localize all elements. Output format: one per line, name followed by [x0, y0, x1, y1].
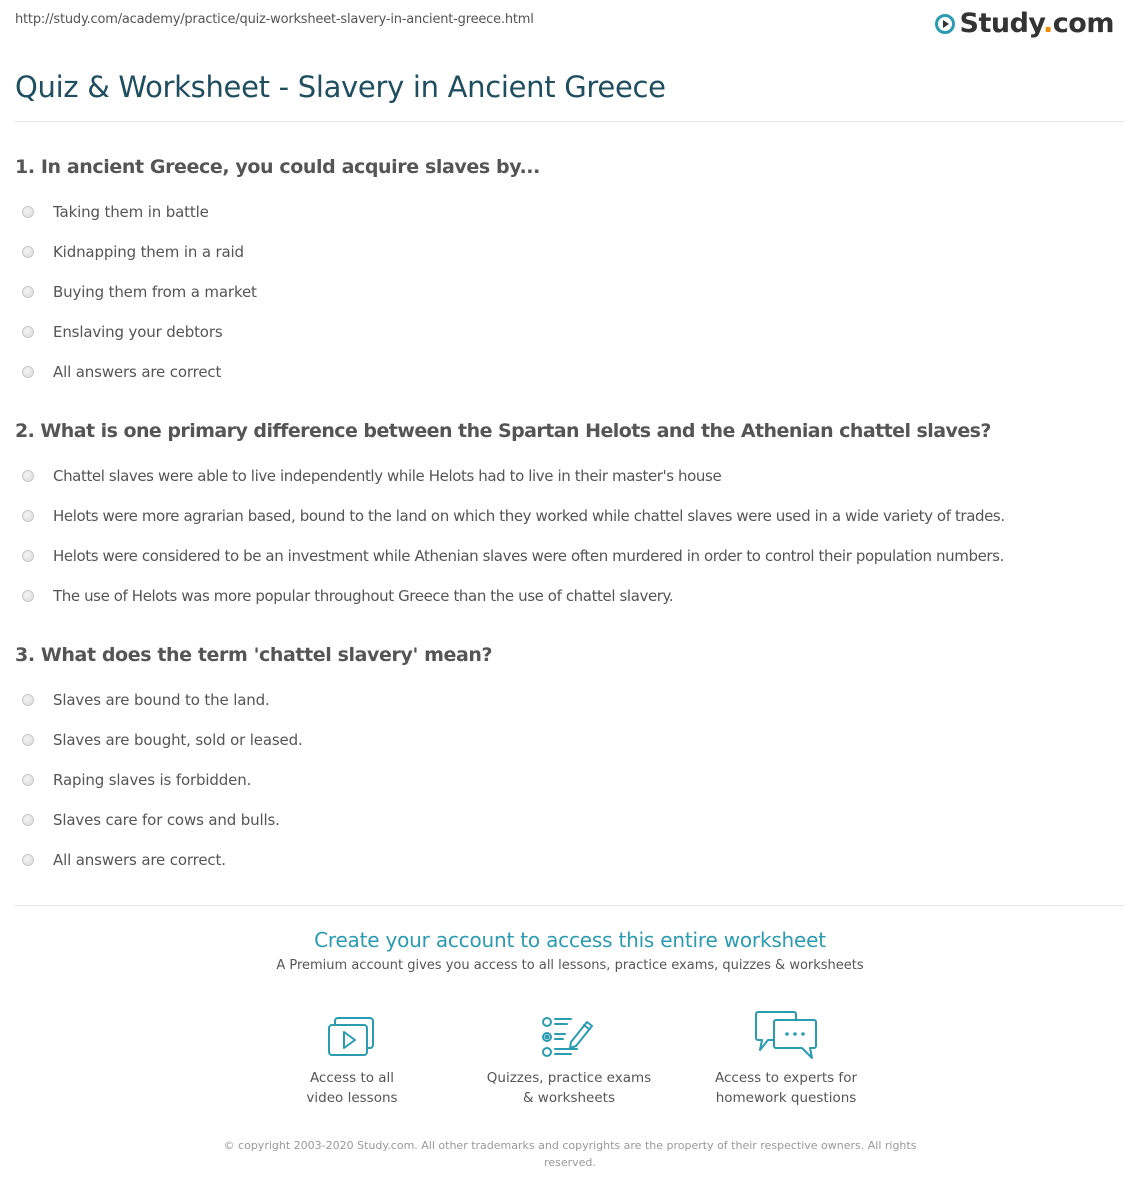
answer-options: [15, 456, 1125, 616]
radio-button[interactable]: [22, 246, 34, 258]
radio-button[interactable]: [22, 814, 34, 826]
answer-label: All answers are correct.: [53, 851, 226, 869]
radio-button[interactable]: [22, 286, 34, 298]
answer-label: Taking them in battle: [53, 203, 209, 221]
answer-label: Kidnapping them in a raid: [53, 243, 244, 261]
feature-label: Access to all: [309, 1070, 395, 1086]
radio-button[interactable]: [22, 206, 34, 218]
answer-label: Raping slaves is forbidden.: [53, 771, 252, 789]
question-text: 1. In ancient Greece, you could acquire slaves by...: [15, 156, 540, 178]
question-2: [15, 420, 1125, 616]
answer-option[interactable]: [15, 456, 1125, 496]
chat-bubbles-icon: [754, 1010, 818, 1060]
cta-divider: [15, 905, 1125, 906]
cta-subtitle: A Premium account gives you access to all lessons, practice exams, quizzes & worksheets: [276, 958, 864, 973]
answer-options: [15, 192, 1125, 392]
radio-button[interactable]: [22, 470, 34, 482]
answer-label: Enslaving your debtors: [53, 323, 223, 341]
premium-features: [0, 1008, 1140, 1108]
answer-option[interactable]: [15, 536, 1125, 576]
answer-option[interactable]: [15, 232, 1125, 272]
question-1: [15, 156, 1125, 392]
question-text: 3. What does the term 'chattel slavery' mean?: [15, 644, 493, 666]
logo-text: Study.com: [959, 8, 1114, 39]
answer-label: Slaves care for cows and bulls.: [53, 811, 280, 829]
radio-button[interactable]: [22, 774, 34, 786]
radio-button[interactable]: [22, 734, 34, 746]
answer-option[interactable]: [15, 496, 1125, 536]
answer-label: All answers are correct: [53, 363, 222, 381]
copyright-footer: © copyright 2003-2020 Study.com. All other trademarks and copyrights are the property of their respective owners. All rights reserved.: [223, 1139, 917, 1169]
feature-label: Quizzes, practice exams: [486, 1070, 652, 1086]
page-url: http://study.com/academy/practice/quiz-worksheet-slavery-in-ancient-greece.html: [15, 12, 534, 27]
radio-button[interactable]: [22, 326, 34, 338]
answer-label: Helots were more agrarian based, bound to the land on which they worked while chattel slaves were used in a wide variety of trades.: [53, 507, 1005, 525]
answer-label: The use of Helots was more popular throughout Greece than the use of chattel slavery.: [53, 587, 674, 605]
answer-option[interactable]: [15, 312, 1125, 352]
answer-option[interactable]: [15, 800, 1125, 840]
page-title: Quiz & Worksheet - Slavery in Ancient Greece: [15, 70, 666, 104]
answer-option[interactable]: [15, 352, 1125, 392]
question-3: [15, 644, 1125, 880]
answer-label: Slaves are bought, sold or leased.: [53, 731, 303, 749]
feature-label: homework questions: [715, 1090, 857, 1106]
feature-experts: [676, 1008, 896, 1108]
answer-option[interactable]: [15, 680, 1125, 720]
study-logo[interactable]: [934, 9, 1115, 39]
answer-label: Slaves are bound to the land.: [53, 691, 270, 709]
radio-button[interactable]: [22, 694, 34, 706]
feature-quizzes: [459, 1008, 679, 1108]
title-divider: [15, 121, 1125, 122]
answer-option[interactable]: [15, 840, 1125, 880]
answer-options: [15, 680, 1125, 880]
feature-label: Access to experts for: [714, 1070, 857, 1086]
feature-video-lessons: [242, 1008, 462, 1108]
answer-option[interactable]: [15, 576, 1125, 616]
question-text: 2. What is one primary difference between the Spartan Helots and the Athenian chattel slaves?: [15, 420, 991, 442]
feature-label: & worksheets: [522, 1090, 615, 1106]
answer-label: Helots were considered to be an investment while Athenian slaves were often murdered in order to control their population numbers.: [53, 547, 1004, 565]
answer-option[interactable]: [15, 720, 1125, 760]
radio-button[interactable]: [22, 510, 34, 522]
answer-option[interactable]: [15, 272, 1125, 312]
answer-label: Chattel slaves were able to live independently while Helots had to live in their master's house: [53, 467, 722, 485]
create-account-link[interactable]: Create your account to access this entire worksheet: [314, 928, 826, 952]
video-lessons-icon: [326, 1016, 378, 1060]
answer-option[interactable]: [15, 760, 1125, 800]
radio-button[interactable]: [22, 590, 34, 602]
radio-button[interactable]: [22, 854, 34, 866]
play-circle-icon: [934, 13, 956, 35]
answer-label: Buying them from a market: [53, 283, 257, 301]
quiz-checklist-icon: [541, 1014, 597, 1060]
radio-button[interactable]: [22, 366, 34, 378]
feature-label: video lessons: [306, 1090, 398, 1106]
radio-button[interactable]: [22, 550, 34, 562]
answer-option[interactable]: [15, 192, 1125, 232]
